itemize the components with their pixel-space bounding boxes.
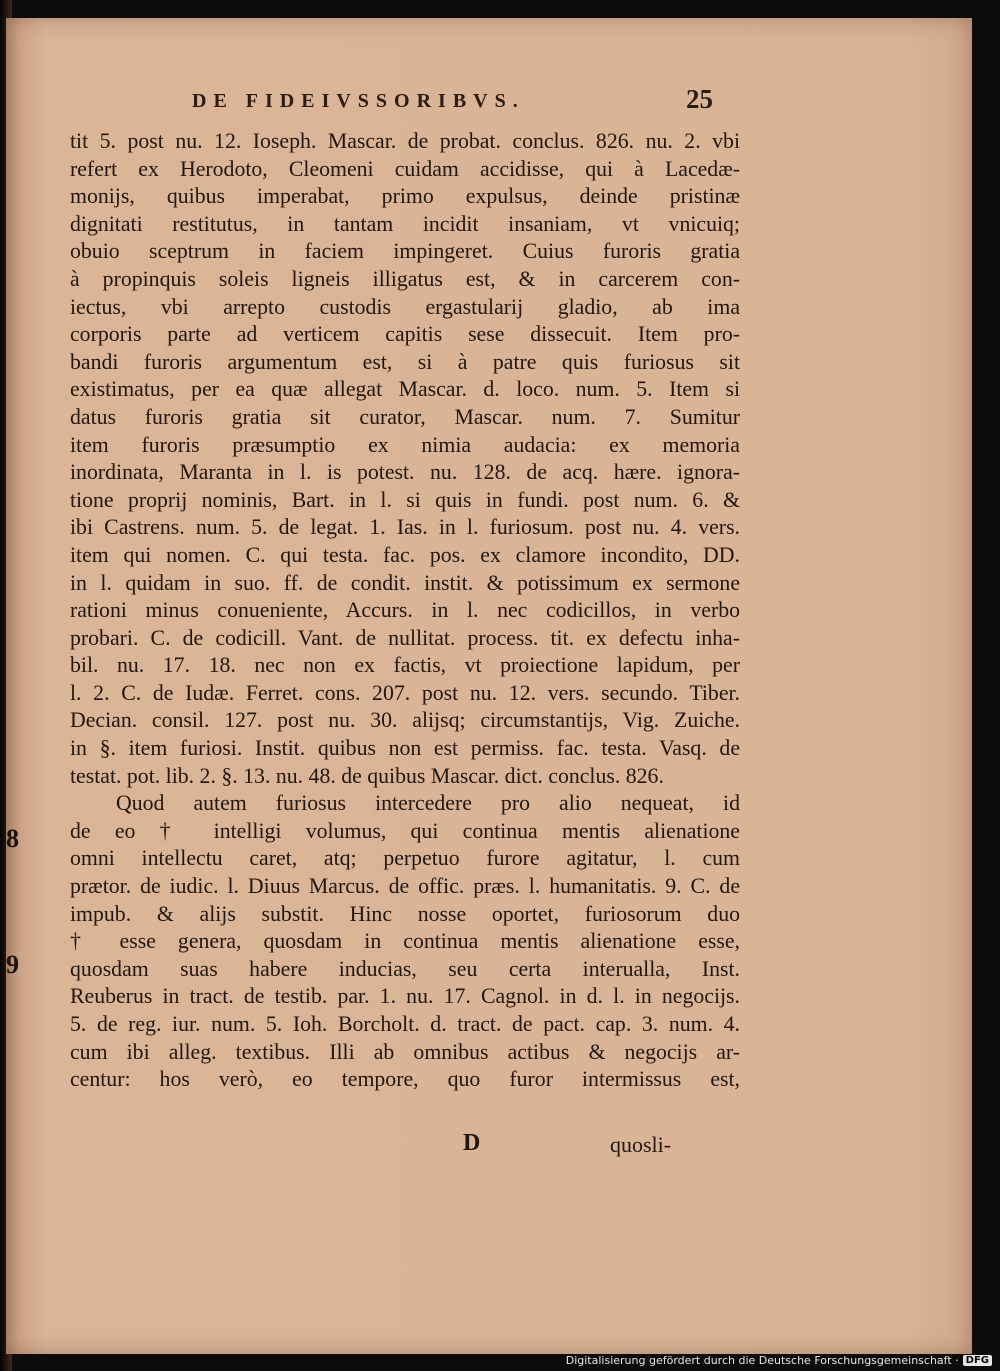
dfg-logo-icon: DFG [963,1355,992,1366]
text-line: tit 5. post nu. 12. Ioseph. Mascar. de probat. conclus. 826. nu. 2. vbi [70,129,740,153]
page-footer [0,1130,1000,1162]
text-line: bandi furoris argumentum est, si à patre quis furiosus sit [70,349,740,374]
text-line: in l. quidam in suo. ff. de condit. instit. & potissimum ex sermone [70,570,740,595]
text-line: datus furoris gratia sit curator, Mascar. num. 7. Sumitur [70,404,740,429]
text-line: à propinquis soleis ligneis illigatus est, & in carcerem con- [70,266,740,291]
digitization-credit [566,1354,992,1367]
text-line: in §. item furiosi. Instit. quibus non est permiss. fac. testa. Vasq. de [70,736,740,761]
text-line: de eo † intelligi volumus, qui continua mentis alienatione [70,818,740,843]
text-line: Reuberus in tract. de testib. par. 1. nu. 17. Cagnol. in d. l. in negocijs. [70,984,740,1009]
text-line: existimatus, per ea quæ allegat Mascar. d. loco. num. 5. Item si [70,377,740,402]
credit-text: Digitalisierung gefördert durch die Deutsche Forschungsgemeinschaft · [565,1354,959,1367]
text-line: impub. & alijs substit. Hinc nosse oportet, furiosorum duo [70,901,740,926]
text-line: quosdam suas habere inducias, seu certa interualla, Inst. [70,956,740,981]
signature-mark: D [463,1130,481,1156]
text-line: monijs, quibus imperabat, primo expulsus, deinde pristinæ [70,184,740,209]
text-line: cum ibi alleg. textibus. Illi ab omnibus actibus & negocijs ar- [70,1039,740,1064]
text-line: Decian. consil. 127. post nu. 30. alijsq; circumstantijs, Vig. Zuiche. [70,708,740,733]
margin-note-8: 8 [6,824,19,853]
text-line: inordinata, Maranta in l. is potest. nu. 128. de acq. hære. ignora- [70,460,740,485]
text-line: rationi minus conueniente, Accurs. in l. nec codicillos, in verbo [70,598,740,623]
text-line: Quod autem furiosus intercedere pro alio nequeat, id [116,791,740,816]
text-line: item furoris præsumptio ex nimia audacia: ex memoria [70,432,740,457]
margin-note-9: 9 [6,950,19,979]
text-line: ibi Castrens. num. 5. de legat. 1. Ias. in l. furiosum. post nu. 4. vers. [70,515,740,540]
text-line: iectus, vbi arrepto custodis ergastularij gladio, ab ima [70,294,740,319]
text-line: probari. C. de codicill. Vant. de nullitat. process. tit. ex defectu inha- [70,625,740,650]
text-line: 5. de reg. iur. num. 5. Ioh. Borcholt. d. tract. de pact. cap. 3. num. 4. [70,1012,740,1036]
text-line: † esse genera, quosdam in continua mentis alienatione esse, [70,929,740,954]
body-text [70,128,740,1094]
text-line: testat. pot. lib. 2. §. 13. nu. 48. de quibus Mascar. dict. conclus. 826. [70,763,664,788]
catchword: quosli- [610,1132,672,1157]
text-line: tione proprij nominis, Bart. in l. si quis in fundi. post num. 6. & [70,487,740,512]
text-line: prætor. de iudic. l. Diuus Marcus. de offic. præs. l. humanitatis. 9. C. de [70,874,740,899]
text-line: l. 2. C. de Iudæ. Ferret. cons. 207. post nu. 12. vers. secundo. Tiber. [70,680,740,705]
text-line: bil. nu. 17. 18. nec non ex factis, vt proiectione lapidum, per [70,653,740,678]
text-line: omni intellectu caret, atq; perpetuo furore agitatur, l. cum [70,846,740,871]
text-line: obuio sceptrum in faciem impingeret. Cuius furoris gratia [70,239,740,264]
text-line: dignitati restitutus, in tantam incidit insaniam, vt vnicuiq; [70,211,740,236]
text-line: item qui nomen. C. qui testa. fac. pos. ex clamore incondito, DD. [70,542,740,567]
page-number: 25 [686,84,713,114]
running-head: DE FIDEIVSSORIBVS. [192,90,525,112]
page-header [0,74,1000,114]
text-line: centur: hos verò, eo tempore, quo furor intermissus est, [70,1067,740,1092]
text-line: refert ex Herodoto, Cleomeni cuidam accidisse, qui à Lacedæ- [70,156,740,181]
text-line: corporis parte ad verticem capitis sese dissecuit. Item pro- [70,322,740,347]
